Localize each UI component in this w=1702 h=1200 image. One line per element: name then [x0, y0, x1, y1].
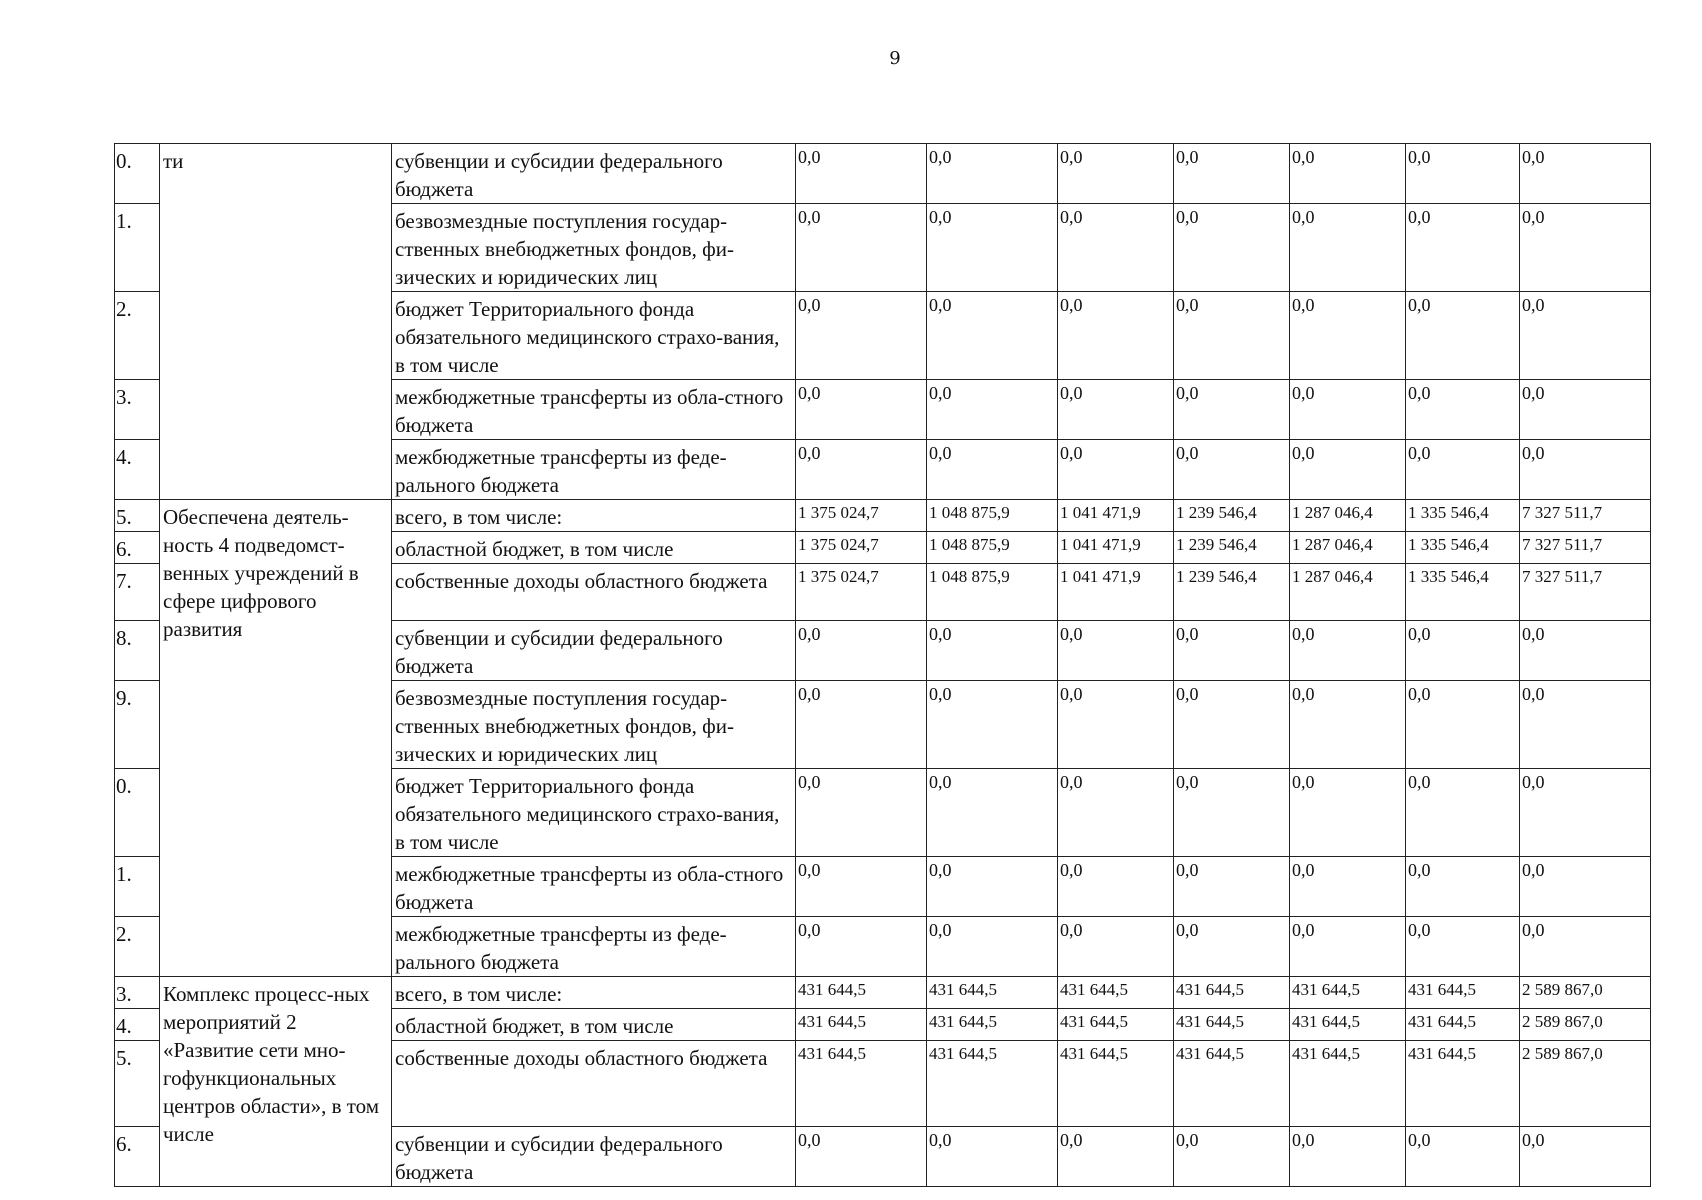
amount-cell: 0,0 — [1406, 769, 1520, 857]
row-number: 7. — [115, 564, 160, 621]
amount-cell: 431 644,5 — [927, 1041, 1058, 1127]
amount-cell: 431 644,5 — [1406, 1041, 1520, 1127]
amount-cell: 0,0 — [796, 1127, 927, 1187]
funding-source: областной бюджет, в том числе — [392, 1009, 796, 1041]
amount-cell: 0,0 — [1406, 292, 1520, 380]
page-number: 9 — [889, 48, 901, 69]
amount-cell: 0,0 — [927, 917, 1058, 977]
amount-cell: 431 644,5 — [1290, 1041, 1406, 1127]
amount-cell: 1 048 875,9 — [927, 564, 1058, 621]
amount-cell: 1 375 024,7 — [796, 564, 927, 621]
amount-cell: 0,0 — [927, 857, 1058, 917]
row-number: 0. — [115, 144, 160, 204]
amount-cell: 0,0 — [1058, 917, 1174, 977]
row-number: 1. — [115, 857, 160, 917]
amount-cell: 0,0 — [1290, 204, 1406, 292]
amount-cell: 0,0 — [1406, 380, 1520, 440]
amount-cell: 0,0 — [927, 1127, 1058, 1187]
amount-cell: 0,0 — [796, 621, 927, 681]
amount-cell: 0,0 — [1174, 769, 1290, 857]
row-number: 1. — [115, 204, 160, 292]
amount-cell: 0,0 — [927, 440, 1058, 500]
funding-source: всего, в том числе: — [392, 500, 796, 532]
funding-source: областной бюджет, в том числе — [392, 532, 796, 564]
amount-cell: 7 327 511,7 — [1520, 564, 1651, 621]
amount-cell: 0,0 — [1290, 1127, 1406, 1187]
amount-cell: 0,0 — [1406, 917, 1520, 977]
amount-cell: 0,0 — [796, 292, 927, 380]
amount-cell: 431 644,5 — [1174, 1041, 1290, 1127]
amount-cell: 0,0 — [1174, 204, 1290, 292]
amount-cell: 0,0 — [1174, 292, 1290, 380]
activity-name: Комплекс процесс-ных мероприятий 2 «Развитие сети мно-гофункциональных центров области», в том числе — [160, 977, 392, 1187]
amount-cell: 0,0 — [1058, 204, 1174, 292]
amount-cell: 0,0 — [927, 681, 1058, 769]
row-number: 0. — [115, 769, 160, 857]
amount-cell: 0,0 — [1520, 1127, 1651, 1187]
amount-cell: 431 644,5 — [1058, 1041, 1174, 1127]
amount-cell: 0,0 — [1174, 621, 1290, 681]
funding-source: межбюджетные трансферты из феде-рального бюджета — [392, 440, 796, 500]
amount-cell: 1 287 046,4 — [1290, 564, 1406, 621]
amount-cell: 1 335 546,4 — [1406, 564, 1520, 621]
amount-cell: 0,0 — [1058, 857, 1174, 917]
amount-cell: 0,0 — [1290, 681, 1406, 769]
amount-cell: 431 644,5 — [1058, 1009, 1174, 1041]
amount-cell: 0,0 — [1058, 380, 1174, 440]
funding-source: собственные доходы областного бюджета — [392, 1041, 796, 1127]
amount-cell: 0,0 — [796, 681, 927, 769]
row-number: 3. — [115, 380, 160, 440]
amount-cell: 1 239 546,4 — [1174, 532, 1290, 564]
amount-cell: 1 335 546,4 — [1406, 500, 1520, 532]
amount-cell: 0,0 — [1290, 292, 1406, 380]
amount-cell: 0,0 — [1290, 917, 1406, 977]
amount-cell: 0,0 — [1290, 440, 1406, 500]
amount-cell: 1 335 546,4 — [1406, 532, 1520, 564]
funding-source: бюджет Территориального фонда обязательного медицинского страхо-вания, в том числе — [392, 292, 796, 380]
amount-cell: 0,0 — [796, 857, 927, 917]
amount-cell: 0,0 — [796, 769, 927, 857]
amount-cell: 2 589 867,0 — [1520, 1041, 1651, 1127]
amount-cell: 1 041 471,9 — [1058, 532, 1174, 564]
amount-cell: 0,0 — [1520, 621, 1651, 681]
amount-cell: 0,0 — [1290, 769, 1406, 857]
amount-cell: 1 287 046,4 — [1290, 500, 1406, 532]
amount-cell: 1 239 546,4 — [1174, 500, 1290, 532]
amount-cell: 0,0 — [927, 204, 1058, 292]
amount-cell: 431 644,5 — [1406, 977, 1520, 1009]
funding-source: межбюджетные трансферты из обла-стного бюджета — [392, 857, 796, 917]
amount-cell: 431 644,5 — [796, 977, 927, 1009]
amount-cell: 0,0 — [1058, 292, 1174, 380]
amount-cell: 0,0 — [1520, 857, 1651, 917]
amount-cell: 0,0 — [1520, 769, 1651, 857]
amount-cell: 7 327 511,7 — [1520, 500, 1651, 532]
row-number: 6. — [115, 1127, 160, 1187]
funding-source: собственные доходы областного бюджета — [392, 564, 796, 621]
amount-cell: 431 644,5 — [927, 977, 1058, 1009]
amount-cell: 1 375 024,7 — [796, 500, 927, 532]
amount-cell: 0,0 — [1520, 380, 1651, 440]
amount-cell: 0,0 — [1290, 857, 1406, 917]
amount-cell: 0,0 — [1406, 1127, 1520, 1187]
amount-cell: 0,0 — [1520, 917, 1651, 977]
funding-source: субвенции и субсидии федерального бюджета — [392, 144, 796, 204]
budget-table — [114, 143, 1651, 1187]
amount-cell: 0,0 — [796, 144, 927, 204]
amount-cell: 0,0 — [1520, 681, 1651, 769]
row-number: 4. — [115, 440, 160, 500]
amount-cell: 431 644,5 — [796, 1041, 927, 1127]
funding-source: безвозмездные поступления государ-ственных внебюджетных фондов, фи-зических и юридических лиц — [392, 204, 796, 292]
row-number: 6. — [115, 532, 160, 564]
funding-source: всего, в том числе: — [392, 977, 796, 1009]
amount-cell: 0,0 — [1058, 440, 1174, 500]
amount-cell: 0,0 — [927, 144, 1058, 204]
amount-cell: 431 644,5 — [1290, 977, 1406, 1009]
funding-source: безвозмездные поступления государ-ственных внебюджетных фондов, фи-зических и юридических лиц — [392, 681, 796, 769]
amount-cell: 1 048 875,9 — [927, 532, 1058, 564]
amount-cell: 0,0 — [1058, 621, 1174, 681]
funding-source: субвенции и субсидии федерального бюджета — [392, 1127, 796, 1187]
amount-cell: 0,0 — [796, 440, 927, 500]
amount-cell: 1 048 875,9 — [927, 500, 1058, 532]
amount-cell: 0,0 — [1406, 204, 1520, 292]
amount-cell: 0,0 — [927, 380, 1058, 440]
amount-cell: 0,0 — [1058, 1127, 1174, 1187]
table-row — [115, 500, 1651, 532]
amount-cell: 0,0 — [927, 292, 1058, 380]
amount-cell: 2 589 867,0 — [1520, 977, 1651, 1009]
funding-source: межбюджетные трансферты из обла-стного бюджета — [392, 380, 796, 440]
amount-cell: 0,0 — [1406, 440, 1520, 500]
amount-cell: 0,0 — [1058, 144, 1174, 204]
amount-cell: 0,0 — [1174, 1127, 1290, 1187]
amount-cell: 1 041 471,9 — [1058, 564, 1174, 621]
table-row — [115, 144, 1651, 204]
amount-cell: 431 644,5 — [927, 1009, 1058, 1041]
row-number: 2. — [115, 917, 160, 977]
amount-cell: 2 589 867,0 — [1520, 1009, 1651, 1041]
activity-name: Обеспечена деятель-ность 4 подведомст-венных учреждений в сфере цифрового развития — [160, 500, 392, 977]
funding-source: межбюджетные трансферты из феде-рального бюджета — [392, 917, 796, 977]
amount-cell: 0,0 — [1174, 380, 1290, 440]
amount-cell: 0,0 — [1520, 144, 1651, 204]
table-row — [115, 977, 1651, 1009]
amount-cell: 0,0 — [927, 769, 1058, 857]
amount-cell: 0,0 — [1174, 440, 1290, 500]
amount-cell: 0,0 — [1520, 292, 1651, 380]
amount-cell: 0,0 — [1290, 380, 1406, 440]
row-number: 9. — [115, 681, 160, 769]
row-number: 4. — [115, 1009, 160, 1041]
amount-cell: 0,0 — [1520, 204, 1651, 292]
amount-cell: 7 327 511,7 — [1520, 532, 1651, 564]
amount-cell: 0,0 — [1406, 857, 1520, 917]
amount-cell: 0,0 — [1520, 440, 1651, 500]
amount-cell: 0,0 — [1406, 144, 1520, 204]
amount-cell: 431 644,5 — [1406, 1009, 1520, 1041]
amount-cell: 431 644,5 — [1290, 1009, 1406, 1041]
row-number: 2. — [115, 292, 160, 380]
amount-cell: 431 644,5 — [1174, 1009, 1290, 1041]
amount-cell: 1 041 471,9 — [1058, 500, 1174, 532]
row-number: 8. — [115, 621, 160, 681]
funding-source: бюджет Территориального фонда обязательного медицинского страхо-вания, в том числе — [392, 769, 796, 857]
amount-cell: 1 239 546,4 — [1174, 564, 1290, 621]
amount-cell: 0,0 — [927, 621, 1058, 681]
amount-cell: 1 375 024,7 — [796, 532, 927, 564]
amount-cell: 0,0 — [796, 204, 927, 292]
amount-cell: 0,0 — [1406, 681, 1520, 769]
row-number: 5. — [115, 1041, 160, 1127]
activity-name: ти — [160, 144, 392, 500]
amount-cell: 0,0 — [1290, 621, 1406, 681]
amount-cell: 0,0 — [1058, 769, 1174, 857]
amount-cell: 1 287 046,4 — [1290, 532, 1406, 564]
amount-cell: 0,0 — [1406, 621, 1520, 681]
amount-cell: 431 644,5 — [1174, 977, 1290, 1009]
row-number: 5. — [115, 500, 160, 532]
amount-cell: 431 644,5 — [1058, 977, 1174, 1009]
funding-source: субвенции и субсидии федерального бюджета — [392, 621, 796, 681]
amount-cell: 0,0 — [1174, 681, 1290, 769]
amount-cell: 0,0 — [796, 380, 927, 440]
amount-cell: 0,0 — [1174, 144, 1290, 204]
amount-cell: 0,0 — [1174, 917, 1290, 977]
amount-cell: 0,0 — [1058, 681, 1174, 769]
amount-cell: 0,0 — [1174, 857, 1290, 917]
amount-cell: 0,0 — [796, 917, 927, 977]
row-number: 3. — [115, 977, 160, 1009]
amount-cell: 431 644,5 — [796, 1009, 927, 1041]
amount-cell: 0,0 — [1290, 144, 1406, 204]
